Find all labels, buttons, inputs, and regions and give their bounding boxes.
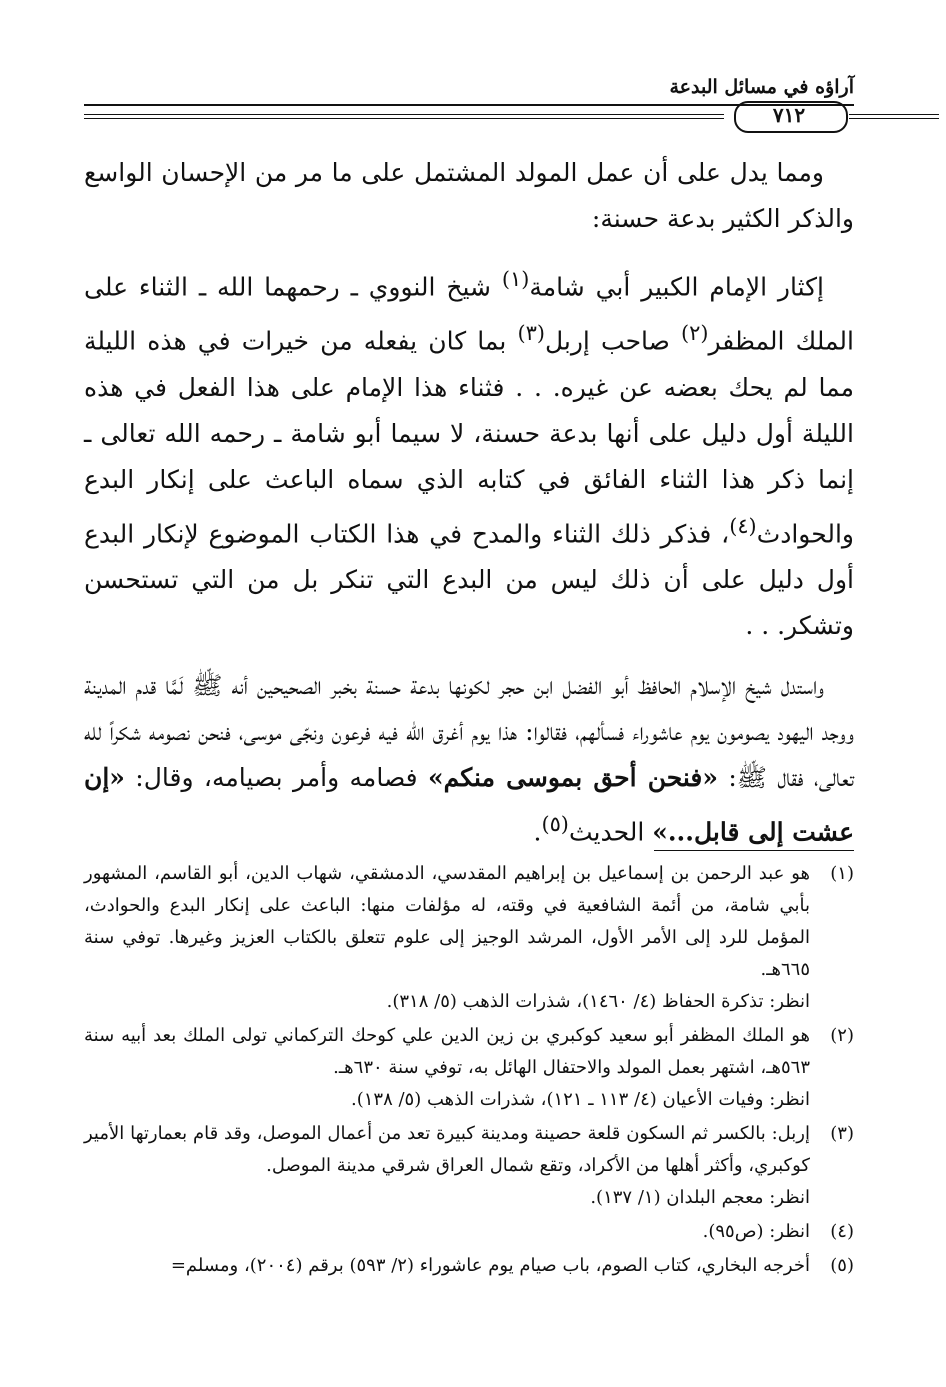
footnote-ref-2[interactable]: (٢): [681, 321, 709, 346]
footnote-3: [84, 1118, 854, 1214]
footnote-text: أخرجه البخاري، كتاب الصوم، باب صيام يوم عاشوراء (٢/ ٥٩٣) برقم (٢٠٠٤)، ومسلم=: [170, 1255, 810, 1276]
footnote-text: هو عبد الرحمن بن إسماعيل بن إبراهيم المقدسي، الدمشقي، شهاب الدين، أبو القاسم، المشهور بأبي شامة، من أئمة الشافعية في وقته، له مؤلفات منها: الباعث على إنكار البدع والحوادث، المؤمل للرد إلى الأمر الأول، المرشد الوجيز إلى علوم تتعلق بالكتاب العزيز وغيرها. توفي سنة ٦٦٥هـ.: [84, 863, 811, 980]
footnote-2: [84, 1020, 854, 1116]
footnote-ref-5[interactable]: (٥): [541, 811, 569, 836]
footnote-ref-1[interactable]: (١): [501, 267, 530, 291]
paragraph-2: [84, 256, 854, 649]
footnote-source: انظر: تذكرة الحفاظ (٤/ ١٤٦٠)، شذرات الذهب (٥/ ٣١٨).: [386, 991, 810, 1012]
hadith-quote-1: «فنحن أحق بموسى منكم»: [427, 762, 718, 792]
footnote-separator: [654, 850, 854, 851]
footnote-ref-4[interactable]: (٤): [729, 513, 757, 538]
footnote-body: [84, 1216, 810, 1248]
footnote-text: هو الملك المظفر أبو سعيد كوكبري بن زين الدين علي كوحك التركماني تولى الملك بعد أبيه سنة ٥٦٣هـ، اشتهر بعمل المولد والاحتفال الهائل به، توفي سنة ٦٣٠هـ.: [84, 1025, 810, 1078]
paragraph-1: ومما يدل على أن عمل المولد المشتمل على ما مر من الإحسان الواسع والذكر الكثير بدعة حسنة:: [84, 158, 854, 233]
footnote-number: (٢): [830, 1025, 854, 1046]
text-run: إكثار الإمام الكبير أبي شامة: [529, 272, 824, 302]
footnote-number: (٥): [830, 1255, 854, 1276]
running-title: آراؤه في مسائل البدعة: [669, 76, 854, 98]
ornament-line: [849, 118, 939, 119]
ornament-line: [84, 114, 724, 115]
footnote-body: [84, 858, 810, 1018]
footnote-5: [84, 1250, 854, 1282]
footnote-source: انظر: وفيات الأعيان (٤/ ١١٣ ـ ١٢١)، شذرات الذهب (٥/ ١٣٨).: [350, 1089, 810, 1110]
footnote-4: [84, 1216, 854, 1248]
text-run: الحديث: [568, 817, 653, 847]
text-run: فصامه وأمر بصيامه، وقال:: [124, 762, 428, 792]
text-run: صاحب إربل: [544, 326, 682, 356]
text-run: بما كان يفعله من خيرات في هذه الليلة مما لم يحك بعضه عن غيره. . . فثناء هذا الإمام على هذا الفعل في هذه الليلة أول دليل على أنها بدعة حسنة، لا سيما أبو شامة ـ رحمه الله تعالى ـ إنما ذكر هذا الثناء الفائق في كتابه الذي سماه الباعث على إنكار البدع والحوادث: [84, 326, 854, 548]
footnote-number: (٤): [830, 1221, 854, 1242]
footnote-text: إربل: بالكسر ثم السكون قلعة حصينة ومدينة كبيرة تعد من أعمال الموصل، وقد قام بعمارتها الأمير كوكبري، وأكثر أهلها من الأكراد، وتقع شمال العراق شرقي مدينة الموصل.: [84, 1123, 810, 1176]
ornament-line: [849, 114, 939, 115]
page-header: [84, 70, 854, 130]
footnote-body: [84, 1118, 810, 1214]
text-run: واستدل شيخ الإسلام الحافظ أبو الفضل ابن حجر لكونها بدعة حسنة بخبر الصحيحين أنه ﷺ لَمَّا قدم المدينة ووجد اليهود يصومون يوم عاشوراء فسألهم، فقالوا: هذا يوم أغرق الله فيه فرعون ونجّى موسى، فنحن نصومه شكراً لله تعالى، فقال ﷺ:: [84, 670, 854, 792]
text-run: ، فذكر ذلك الثناء والمدح في هذا الكتاب الموضوع لإنكار البدع أول دليل على أن ذلك ليس من البدع التي تنكر بل من التي تستحسن وتشكر. . .: [84, 518, 854, 640]
paragraph-3: [84, 663, 854, 855]
hadith-quote-2: «إن عشت إلى قابل...»: [84, 762, 854, 847]
footnote-1: [84, 858, 854, 1018]
footnote-body: [84, 1250, 810, 1282]
footnotes: [84, 858, 854, 1284]
footnote-body: [84, 1020, 810, 1116]
ornament-line: [84, 118, 724, 119]
footnote-ref-3[interactable]: (٣): [517, 321, 545, 346]
footnote-number: (٣): [830, 1123, 854, 1144]
text-run: .: [533, 817, 542, 847]
main-text: [84, 150, 854, 869]
text-run: شيخ النووي ـ رحمهما الله ـ الثناء على الملك المظفر: [84, 272, 854, 356]
footnote-source: انظر: معجم البلدان (١/ ١٣٧).: [590, 1187, 810, 1208]
footnote-text: انظر: (ص٩٥).: [702, 1221, 810, 1242]
page-number: ٧١٢: [772, 103, 806, 127]
footnote-number: (١): [830, 863, 854, 884]
